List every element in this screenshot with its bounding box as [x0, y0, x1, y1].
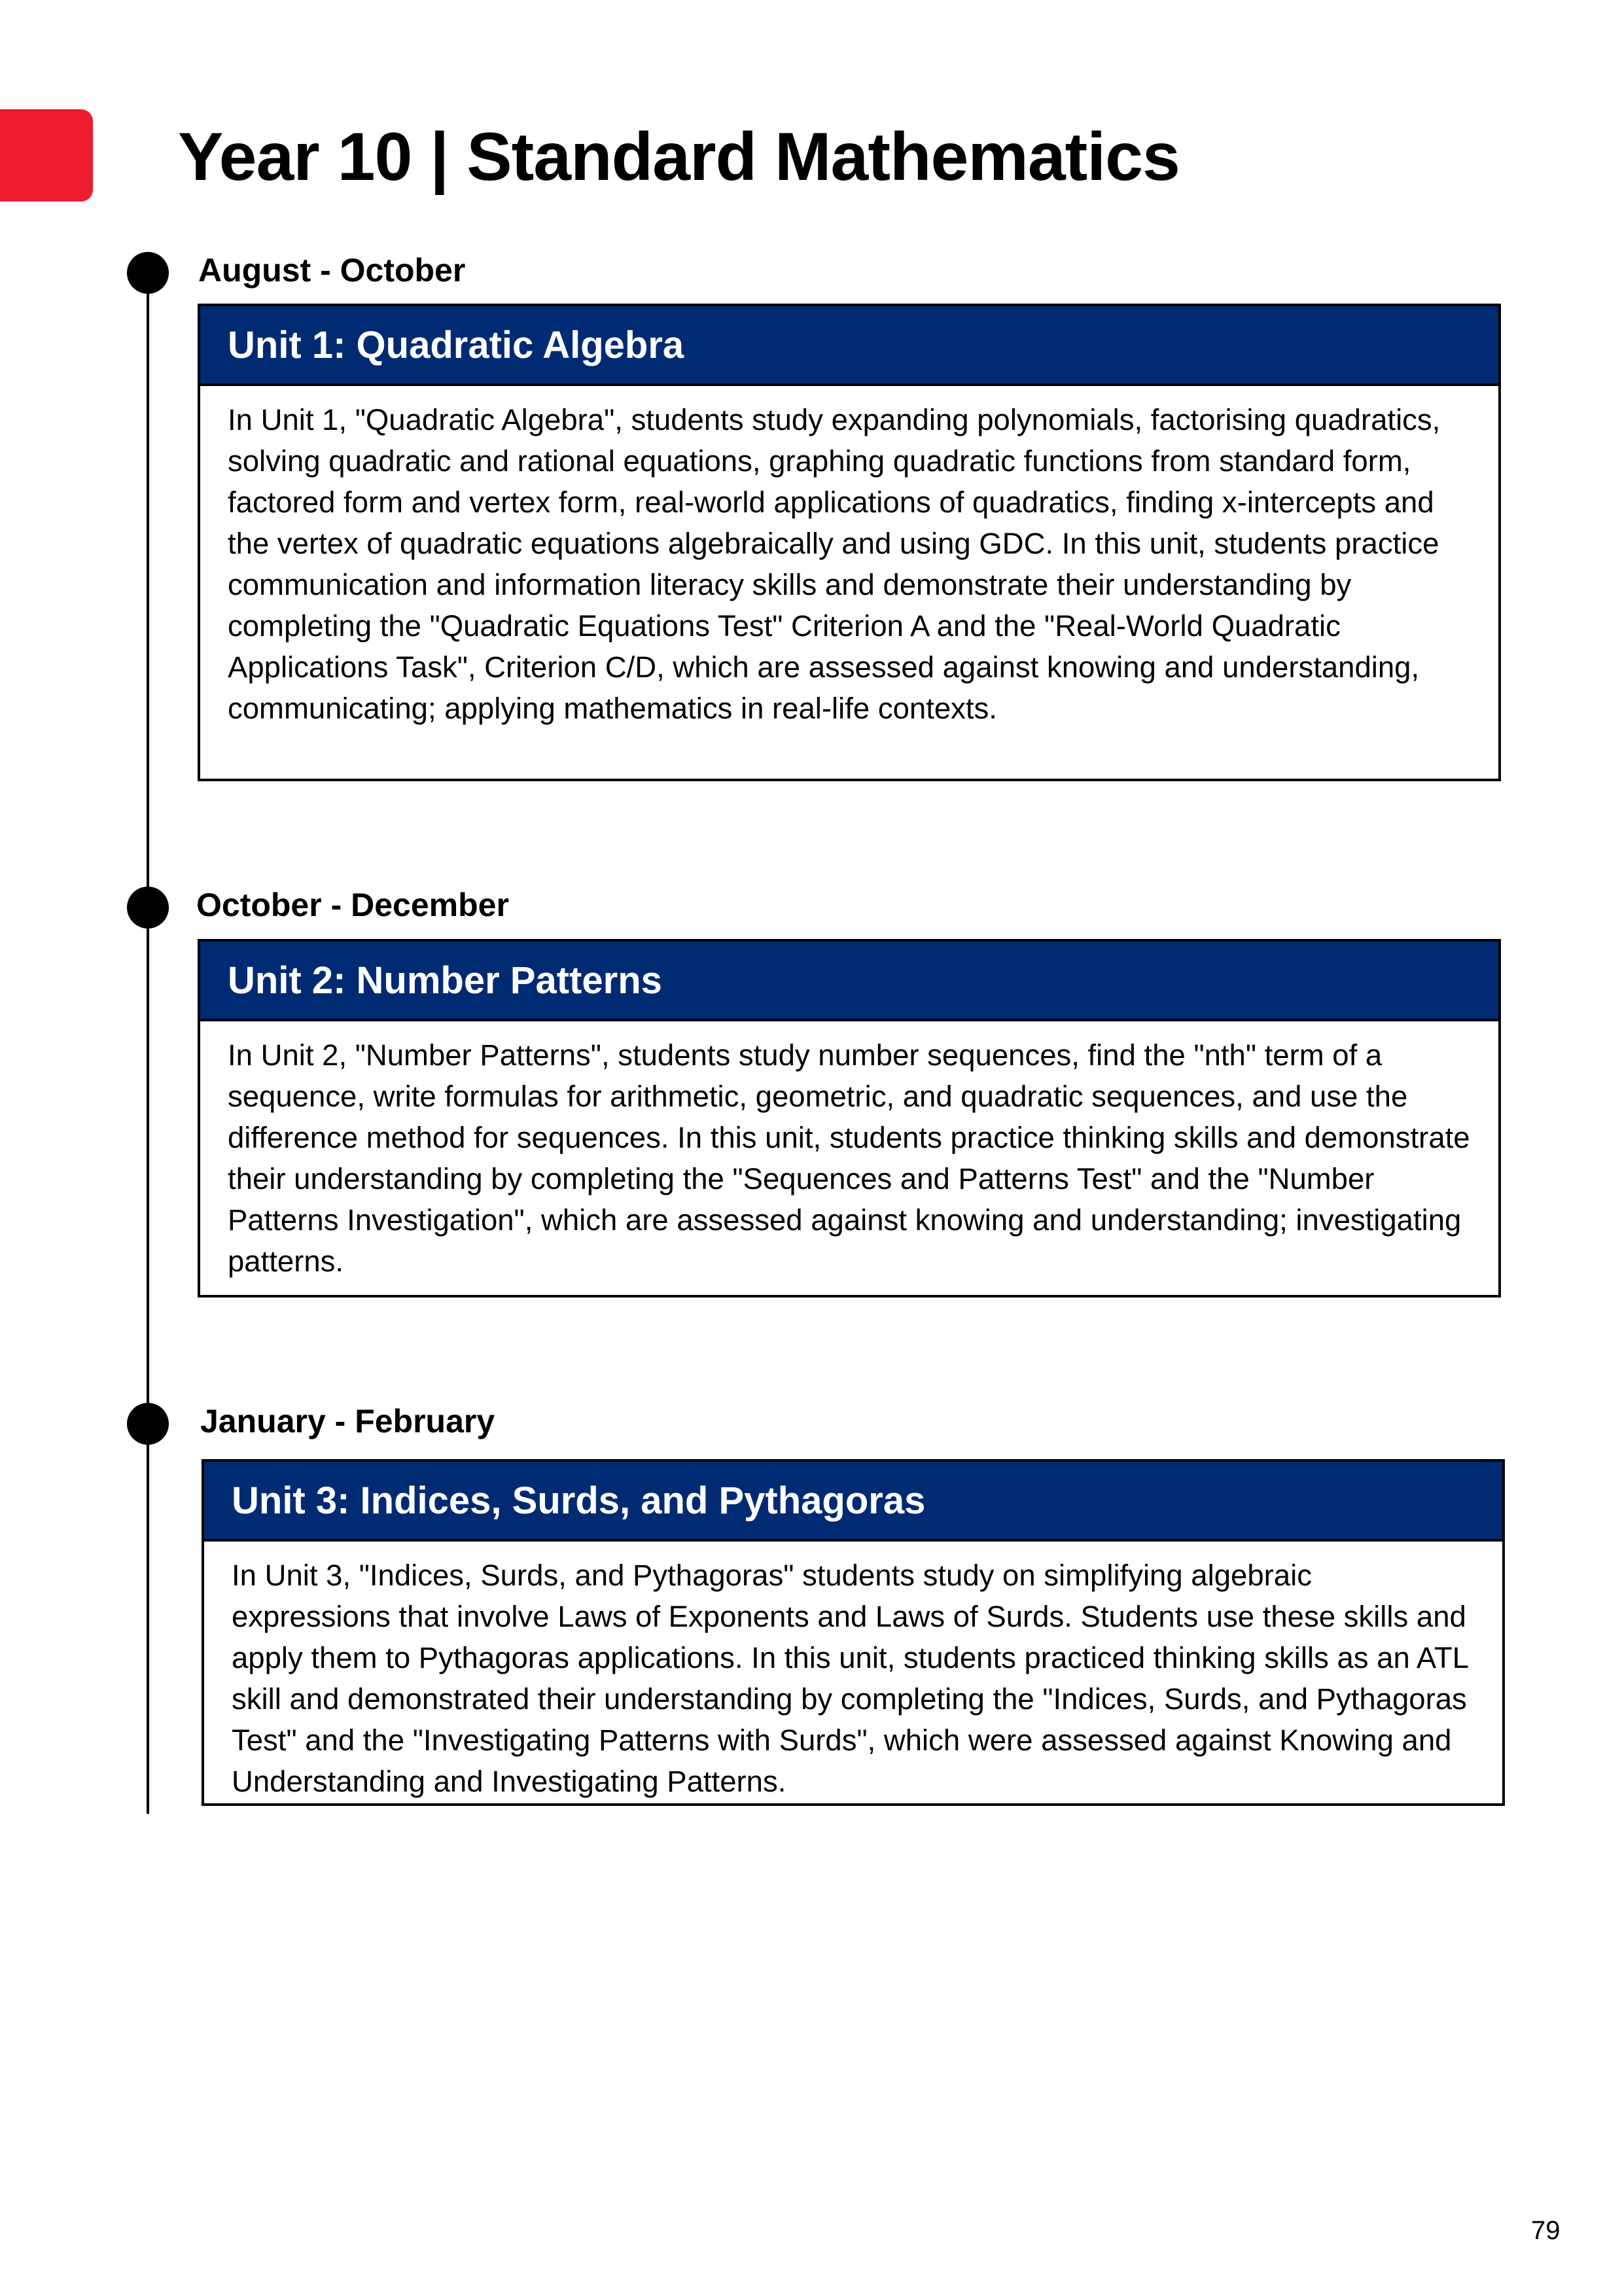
- unit-description-2: In Unit 2, "Number Patterns", students study number sequences, find the "nth" term of a sequence, write formulas for arithmetic, geometric, and quadratic sequences, and use the difference method for sequences. In this unit, students practice thinking skills and demonstrate their understanding by completing the "Sequences and Patterns Test" and the "Number Patterns Investigation", which are assessed against knowing and understanding; investigating patterns.: [200, 1019, 1498, 1282]
- unit-title-3: Unit 3: Indices, Surds, and Pythagoras: [204, 1462, 1502, 1539]
- unit-title-1: Unit 1: Quadratic Algebra: [200, 306, 1498, 383]
- unit-title-2: Unit 2: Number Patterns: [200, 942, 1498, 1019]
- red-page-tab: [0, 109, 93, 202]
- timeline-line: [147, 275, 149, 1814]
- unit-description-3: In Unit 3, "Indices, Surds, and Pythagoras" students study on simplifying algebraic expressions that involve Laws of Exponents and Laws of Surds. Students use these skills and apply them to Pythagoras applications. In this unit, students practiced thinking skills as an ATL skill and demonstrated their understanding by completing the "Indices, Surds, and Pythagoras Test" and the "Investigating Patterns with Surds", which were assessed against Knowing and Understanding and Investigating Patterns.: [204, 1539, 1502, 1802]
- period-label-unit-3: January - February: [200, 1403, 495, 1439]
- timeline-dot-unit-3: [127, 1403, 169, 1445]
- period-label-unit-2: October - December: [196, 887, 509, 923]
- unit-card-3: [202, 1459, 1505, 1806]
- page-number: 79: [1531, 2216, 1560, 2245]
- timeline-dot-unit-1: [127, 252, 169, 294]
- unit-description-1: In Unit 1, "Quadratic Algebra", students study expanding polynomials, factorising quadratics, solving quadratic and rational equations, graphing quadratic functions from standard form, factored form and vertex form, real-world applications of quadratics, finding x-intercepts and the vertex of quadratic equations algebraically and using GDC. In this unit, students practice communication and information literacy skills and demonstrate their understanding by completing the "Quadratic Equations Test" Criterion A and the "Real-World Quadratic Applications Task", Criterion C/D, which are assessed against knowing and understanding, communicating; applying mathematics in real-life contexts.: [200, 383, 1498, 729]
- period-label-unit-1: August - October: [198, 252, 466, 289]
- timeline-dot-unit-2: [127, 887, 169, 928]
- unit-card-1: [198, 304, 1501, 781]
- page-title: Year 10 | Standard Mathematics: [178, 119, 1180, 195]
- unit-card-2: [198, 939, 1501, 1298]
